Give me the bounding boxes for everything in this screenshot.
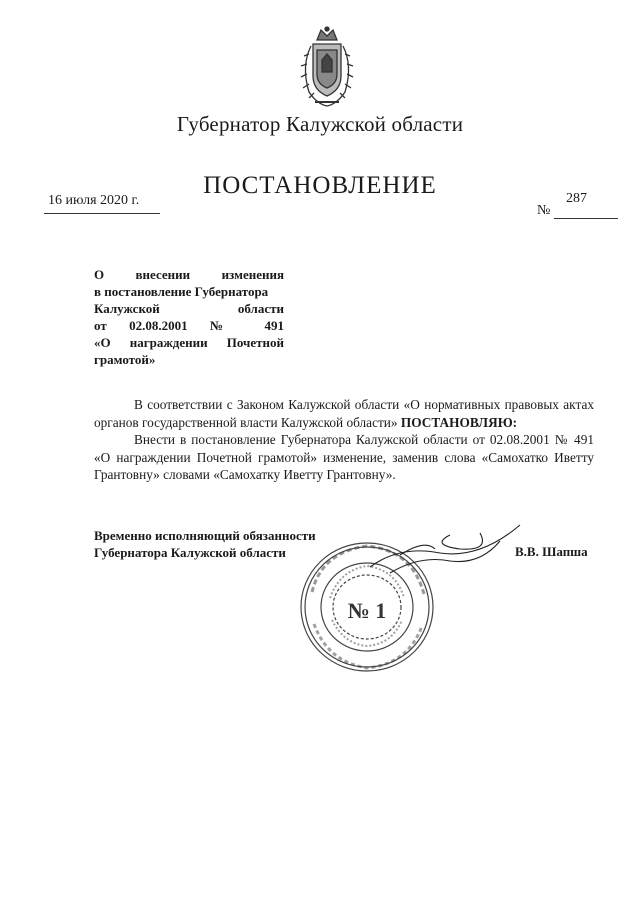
body-paragraph-text: В соответствии с Законом Калужской области «О нормативных правовых актах органов государственной власти Калужской области» (94, 397, 594, 430)
subject-line: от 02.08.2001 № 491 (94, 318, 284, 333)
document-number: 287 (566, 191, 587, 206)
subject-line: грамотой» (94, 352, 156, 367)
subject-line: «О награждении Почетной (94, 335, 284, 350)
document-date: 16 июля 2020 г. (44, 193, 160, 214)
handwritten-signature-icon (330, 515, 530, 585)
body-paragraph: Внести в постановление Губернатора Калужской области от 02.08.2001 № 491 «О награждении Почетной грамотой» изменение, заменив слова «Самохатко Иветту Грантовну» словами «Самохатку Иветту Грантовну». (94, 432, 594, 482)
document-type-title: ПОСТАНОВЛЕНИЕ (203, 172, 437, 199)
coat-of-arms-icon (295, 26, 359, 110)
subject-line: в постановление Губернатора (94, 284, 269, 299)
authority-name: Губернатор Калужской области (176, 112, 464, 136)
resolve-keyword: ПОСТАНОВЛЯЮ: (400, 414, 518, 430)
subject-line: Калужской области (94, 301, 284, 316)
seal-number: № 1 (347, 598, 387, 623)
document-body (94, 396, 594, 484)
body-paragraph (94, 396, 594, 431)
signatory-name: В.В. Шапша (515, 544, 588, 559)
signatory-title-line: Губернатора Калужской области (94, 545, 286, 560)
subject-line: О внесении изменения (94, 267, 284, 282)
number-label: № (537, 203, 551, 218)
document-subject (94, 266, 284, 368)
signatory-title-line: Временно исполняющий обязанности (94, 528, 316, 543)
number-underline (554, 218, 618, 219)
